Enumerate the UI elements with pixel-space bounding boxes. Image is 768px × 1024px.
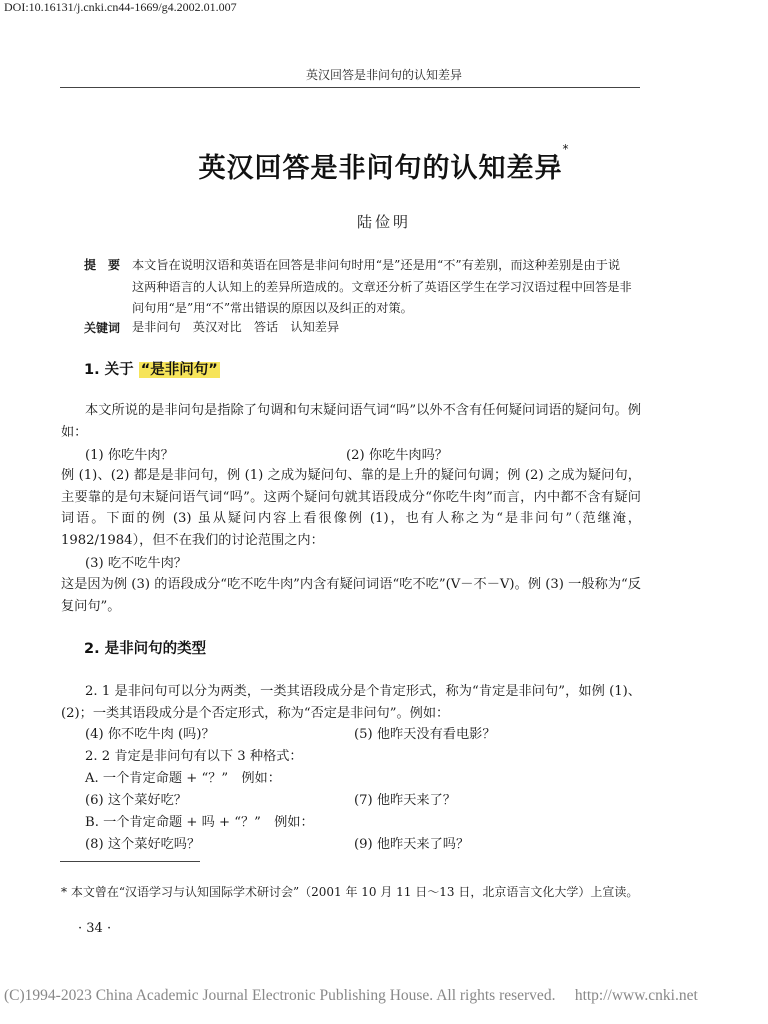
section1-number: 1. 关于: [84, 362, 134, 378]
section1-paragraph-2: 例 (1)、(2) 都是是非问句，例 (1) 之成为疑问句、靠的是上升的疑问句调；例 (2) 之成为疑问句，主要靠的是句末疑问语气词“吗”。这两个疑问句就其语段成分“你吃牛肉”而言，内中都不含有疑问词语。下面的例 (3) 虽从疑问内容上看很像例 (1)，也有人称之为“是非问句”（范继淹，1982/1984），但不在我们的讨论范围之内：: [61, 468, 641, 548]
paper-title-text: 英汉回答是非问句的认知差异: [198, 153, 563, 184]
section2-heading: 2. 是非问句的类型: [84, 641, 207, 657]
section1-paragraph-1: 本文所说的是非问句是指除了句调和句末疑问语气词“吗”以外不含有任何疑问词语的疑问句。例如：: [61, 403, 641, 440]
example-8: (8) 这个菜好吃吗？: [85, 837, 201, 852]
format-a: A. 一个肯定命题 + “？” 例如：: [85, 771, 281, 786]
example-9: (9) 他昨天来了吗？: [354, 837, 470, 852]
section1-paragraph-3: 这是因为例 (3) 的语段成分“吃不吃牛肉”内含有疑问词语“吃不吃”(V－不－V)。例 (3) 一般称为“反复问句”。: [61, 577, 641, 614]
section1-heading: [84, 358, 220, 379]
example-1: (1) 你吃牛肉？: [85, 448, 174, 463]
example-3: (3) 吃不吃牛肉？: [85, 556, 187, 571]
running-head: 英汉回答是非问句的认知差异: [305, 68, 462, 82]
footnote-rule: [60, 861, 200, 862]
example-4: (4) 你不吃牛肉 (吗)？: [85, 727, 215, 742]
example-5: (5) 他昨天没有看电影？: [354, 727, 496, 742]
example-7: (7) 他昨天来了？: [354, 793, 456, 808]
header-rule: [60, 87, 640, 88]
abstract-label: 提 要: [84, 258, 121, 272]
example-6: (6) 这个菜好吃？: [85, 793, 187, 808]
section2-paragraph-2: 2. 2 肯定是非问句有以下 3 种格式：: [85, 749, 303, 764]
footnote: * 本文曾在“汉语学习与认知国际学术研讨会”（2001 年 10 月 11 日～13 日，北京语言文化大学）上宣读。: [61, 885, 639, 899]
keywords-label: 关键词: [84, 321, 121, 335]
keywords-text: 是非问句 英汉对比 答话 认知差异: [132, 320, 340, 334]
doi-line: DOI:10.16131/j.cnki.cn44-1669/g4.2002.01.007: [4, 0, 237, 14]
format-b: B. 一个肯定命题 + 吗 + “？” 例如：: [85, 815, 314, 830]
copyright-notice: (C)1994-2023 China Academic Journal Electronic Publishing House. All rights reserved. http://www.cnki.net: [4, 987, 698, 1004]
page-number: · 34 ·: [78, 921, 112, 936]
title-footnote-mark: *: [562, 142, 570, 156]
paper-title: [0, 142, 768, 185]
author: 陆俭明: [356, 213, 411, 231]
section2-paragraph-1: 2. 1 是非问句可以分为两类，一类其语段成分是个肯定形式，称为“肯定是非问句”，如例 (1)、(2)；一类其语段成分是个否定形式，称为“否定是非问句”。例如：: [61, 684, 641, 721]
section1-title: “是非问句”: [140, 362, 218, 378]
abstract-text: 本文旨在说明汉语和英语在回答是非问句时用“是”还是用“不”有差别，而这种差别是由于说这两种语言的人认知上的差异所造成的。文章还分析了英语区学生在学习汉语过程中回答是非问句用“是”用“不”常出错误的原因以及纠正的对策。: [132, 258, 632, 315]
example-2: (2) 你吃牛肉吗？: [346, 448, 448, 463]
